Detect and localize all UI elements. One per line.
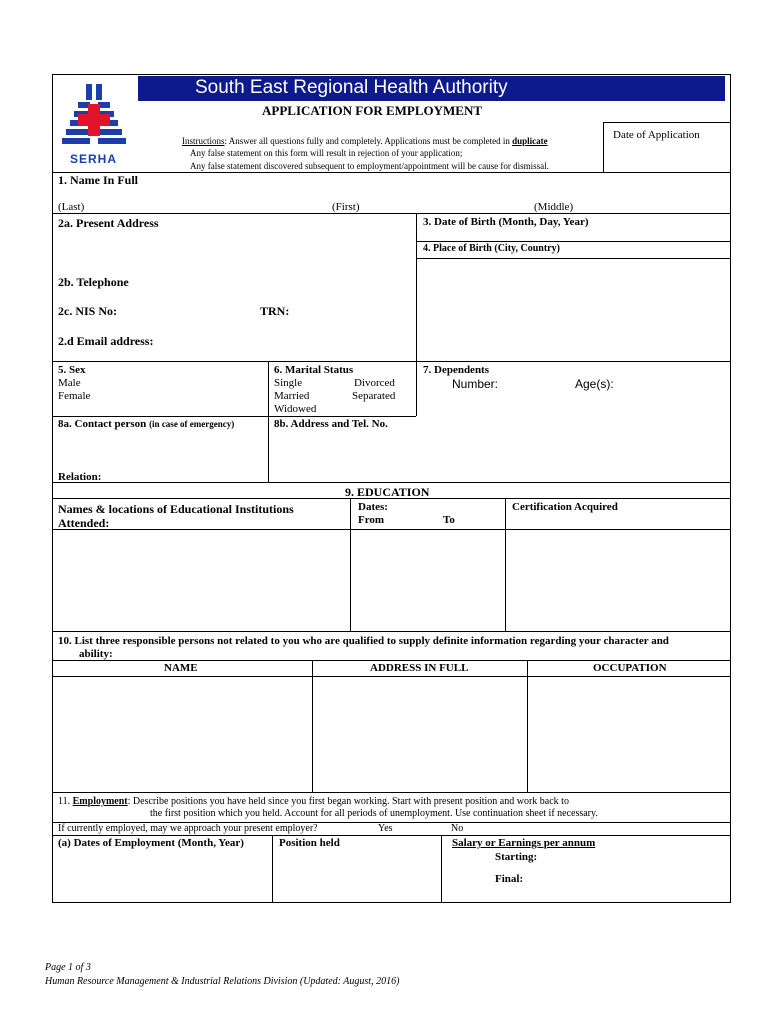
employment-description: [58, 796, 569, 807]
employment-description-2: the first position which you held. Account for all periods of unemployment. Use continuation sheet if necessary.: [150, 808, 598, 819]
sex-male-option[interactable]: Male: [58, 377, 81, 389]
logo-text: SERHA: [70, 152, 118, 166]
marital-widowed-option[interactable]: Widowed: [274, 403, 317, 415]
reference-occupation-cell[interactable]: [528, 677, 730, 791]
marital-status-label: 6. Marital Status: [274, 364, 354, 376]
date-of-application-field[interactable]: Date of Application: [613, 129, 700, 141]
date-box-top: [603, 122, 731, 123]
reference-name-cell[interactable]: [53, 677, 311, 791]
employment-label: Employment: [72, 796, 128, 807]
reference-address-cell[interactable]: [313, 677, 526, 791]
dates-label: Dates:: [358, 501, 388, 513]
approach-yes-option[interactable]: Yes: [378, 823, 393, 834]
instructions-text: : Answer all questions fully and completely. Applications must be completed in: [224, 136, 513, 146]
sex-female-option[interactable]: Female: [58, 390, 91, 402]
telephone-field[interactable]: 2b. Telephone: [58, 275, 129, 289]
salary-final-field[interactable]: Final:: [495, 873, 524, 885]
certification-label: Certification Acquired: [512, 501, 618, 513]
dependents-number-field[interactable]: Number:: [452, 377, 499, 391]
present-address-field[interactable]: 2a. Present Address: [58, 216, 159, 230]
marital-married-option[interactable]: Married: [274, 390, 310, 402]
sex-label: 5. Sex: [58, 364, 86, 376]
name-in-full-label: 1. Name In Full: [58, 173, 139, 187]
education-certification-cell[interactable]: [506, 530, 730, 630]
approach-no-option[interactable]: No: [451, 823, 464, 834]
employment-text: : Describe positions you have held since you first began working. Start with present position and work back to: [127, 796, 569, 807]
salary-starting-field[interactable]: Starting:: [495, 851, 538, 863]
instructions-duplicate: duplicate: [512, 136, 548, 146]
dependents-ages-field[interactable]: Age(s):: [575, 377, 614, 391]
salary-label: Salary or Earnings per annum: [452, 837, 596, 849]
dependents-label: 7. Dependents: [423, 364, 490, 376]
position-held-field[interactable]: Position held: [279, 837, 340, 849]
marital-separated-option[interactable]: Separated: [352, 390, 396, 402]
education-institution-cell[interactable]: [53, 530, 349, 630]
page-number: Page 1 of 3: [45, 962, 91, 973]
from-label: From: [358, 514, 385, 526]
org-name: South East Regional Health Authority: [195, 77, 508, 98]
marital-divorced-option[interactable]: Divorced: [354, 377, 395, 389]
email-field[interactable]: 2.d Email address:: [58, 334, 154, 348]
to-label: To: [443, 514, 455, 526]
education-dates-cell[interactable]: [351, 530, 504, 630]
address-tel-field[interactable]: 8b. Address and Tel. No.: [274, 418, 388, 430]
trn-field[interactable]: TRN:: [260, 304, 290, 318]
nis-field[interactable]: 2c. NIS No:: [58, 304, 117, 318]
instructions-line2: Any false statement on this form will result in rejection of your application;: [190, 148, 463, 158]
institutions-label-2: Attended:: [58, 516, 110, 530]
marital-single-option[interactable]: Single: [274, 377, 303, 389]
last-name-field[interactable]: (Last): [58, 201, 85, 213]
instructions-label: Instructions: [182, 136, 225, 146]
col-name-header: NAME: [164, 662, 198, 674]
approach-employer-question: If currently employed, may we approach your present employer?: [58, 823, 318, 834]
references-heading: 10. List three responsible persons not related to you who are qualified to supply definite information regarding your character and: [58, 635, 669, 647]
relation-field[interactable]: Relation:: [58, 471, 102, 483]
instructions-line3: Any false statement discovered subsequent to employment/appointment will be cause for dismissal.: [190, 161, 549, 171]
institutions-label: Names & locations of Educational Institutions: [58, 502, 294, 516]
form-title: APPLICATION FOR EMPLOYMENT: [262, 103, 483, 118]
place-of-birth-field[interactable]: 4. Place of Birth (City, Country): [423, 243, 560, 254]
first-name-field[interactable]: (First): [332, 201, 360, 213]
date-of-birth-field[interactable]: 3. Date of Birth (Month, Day, Year): [423, 216, 589, 228]
org-banner: [138, 76, 725, 101]
dates-of-employment-field[interactable]: (a) Dates of Employment (Month, Year): [58, 837, 244, 849]
middle-name-field[interactable]: (Middle): [534, 201, 574, 213]
employment-number: 11.: [58, 796, 71, 807]
col-address-header: ADDRESS IN FULL: [370, 662, 469, 674]
references-heading-2: ability:: [79, 648, 113, 660]
instructions-line1: [182, 136, 548, 146]
contact-person-note: (in case of emergency): [149, 419, 235, 429]
education-heading: 9. EDUCATION: [345, 485, 430, 499]
contact-person-label: 8a. Contact person: [58, 418, 147, 430]
footer-division: Human Resource Management & Industrial Relations Division (Updated: August, 2016): [45, 976, 400, 987]
date-box-divider: [603, 122, 604, 172]
col-occupation-header: OCCUPATION: [593, 662, 667, 674]
contact-person-field[interactable]: [58, 418, 234, 430]
